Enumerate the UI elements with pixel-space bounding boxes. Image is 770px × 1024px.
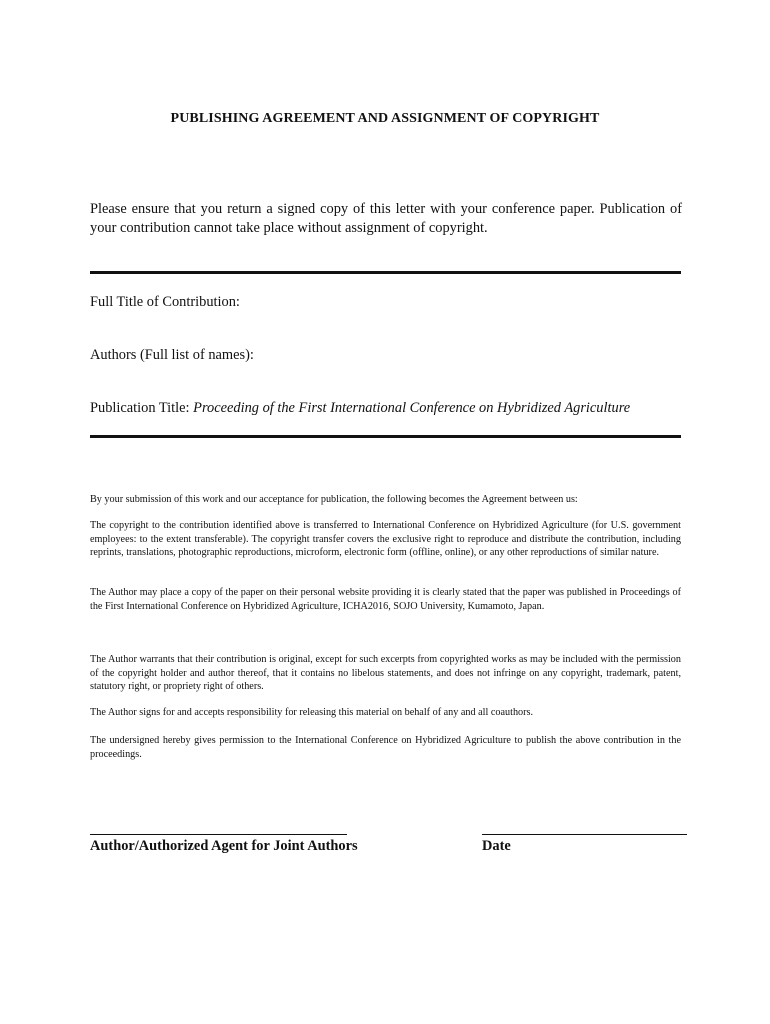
agreement-paragraph-warranty: The Author warrants that their contribution is original, except for such excerpts from copyrighted works as may be included with the permission of the copyright holder and author thereof, that it contains no libelous statements, and does not infringe on any copyright, trademark, patent, statutory right, or propriety right of others. [90,654,681,693]
full-title-field [90,294,240,311]
agreement-paragraph-intro: By your submission of this work and our acceptance for publication, the following becomes the Agreement between us: [90,494,578,505]
full-title-label: Full Title of Contribution: [90,294,240,310]
agreement-paragraph-personal-website: The Author may place a copy of the paper on their personal website providing it is clearly stated that the paper was published in Proceedings of the First International Conference on Hybridized Agriculture, ICHA2016, SOJO University, Kumamoto, Japan. [90,587,681,612]
agreement-paragraph-copyright-transfer: The copyright to the contribution identified above is transferred to International Conference on Hybridized Agriculture (for U.S. government employees: to the extent transferable). The copyright transfer covers the exclusive right to reproduce and distribute the contribution, including reprints, translations, photographic reproductions, microform, electronic form (offline, online), or any other reproductions of similar nature. [90,520,681,559]
publication-title-field [90,400,630,417]
author-signature-label: Author/Authorized Agent for Joint Authors [90,838,358,854]
authors-label: Authors (Full list of names): [90,347,254,363]
agreement-paragraph-permission: The undersigned hereby gives permission to the International Conference on Hybridized Agriculture to publish the above contribution in the proceedings. [90,735,681,760]
document-title: PUBLISHING AGREEMENT AND ASSIGNMENT OF COPYRIGHT [170,111,600,126]
publication-title-value: Proceeding of the First International Conference on Hybridized Agriculture [193,400,631,416]
publication-title-label: Publication Title: [90,400,190,416]
authors-field [90,347,254,364]
divider-bottom [90,435,681,438]
date-signature-line [482,834,687,835]
divider-top [90,271,681,274]
agreement-paragraph-responsibility: The Author signs for and accepts responsibility for releasing this material on behalf of any and all coauthors. [90,707,534,718]
date-label: Date [482,838,511,854]
intro-paragraph: Please ensure that you return a signed copy of this letter with your conference paper. Publication of your contribution cannot take place without assignment of copyright. [90,201,682,236]
author-signature-line [90,834,347,835]
